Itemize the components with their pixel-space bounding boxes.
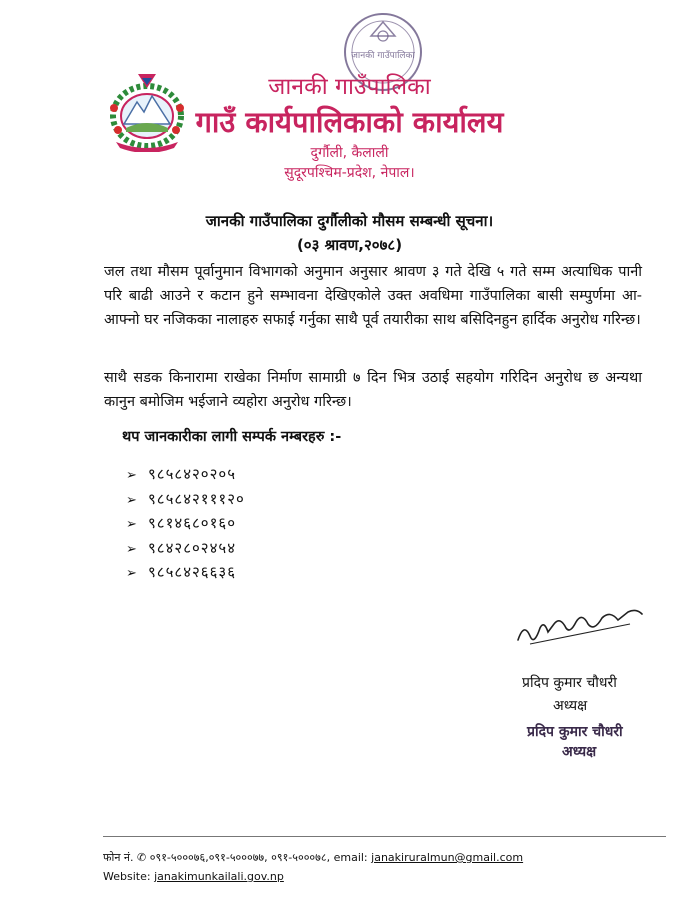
phone-number: ९८५८४२०२०५ [148, 465, 237, 483]
footer-divider [103, 836, 666, 837]
stamp-name: प्रदिप कुमार चौधरी [527, 724, 623, 740]
footer-email-link[interactable]: janakiruralmun@gmail.com [371, 851, 524, 864]
office-location: दुर्गौली, कैलाली [310, 145, 389, 161]
handwritten-signature [510, 602, 650, 652]
signatory-post: अध्यक्ष [553, 698, 588, 714]
footer-website-link[interactable]: janakimunkailali.gov.np [154, 870, 284, 883]
footer-contact-line [103, 850, 523, 866]
list-item [126, 537, 245, 562]
footer-email-label: email: [333, 851, 368, 864]
phone-number: ९८४२८०२४५४ [148, 538, 237, 557]
footer-website-label: Website: [103, 870, 151, 883]
arrow-bullet-icon: ➢ [126, 492, 138, 508]
notice-paragraph-2: साथै सडक किनारामा राखेका निर्माण सामाग्री ७ दिन भित्र उठाई सहयोग गरिदिन अनुरोध छ अन्यथा कानुन बमोजिम भईजाने व्यहोरा अनुरोध गरिन्छ। [104, 370, 642, 410]
office-name: जानकी गाउँपालिका [268, 74, 431, 100]
office-title: गाउँ कार्यपालिकाको कार्यालय [195, 105, 504, 139]
phone-number: ९८५८४२६६३६ [148, 563, 237, 581]
arrow-bullet-icon: ➢ [126, 468, 138, 483]
footer-phones: ०९१-५०००७६,०९१-५०००७७, ०९१-५०००७८, [149, 851, 331, 864]
list-item [126, 561, 245, 586]
list-item [126, 512, 245, 537]
phone-list [126, 463, 245, 586]
arrow-bullet-icon: ➢ [126, 541, 138, 557]
arrow-bullet-icon: ➢ [126, 566, 138, 581]
notice-date: (०३ श्रावण,२०७८) [296, 236, 403, 254]
signatory-name: प्रदिप कुमार चौधरी [522, 675, 617, 691]
list-item [126, 463, 245, 488]
office-province: सुदूरपश्चिम-प्रदेश, नेपाल। [284, 165, 415, 181]
notice-paragraph-1: जल तथा मौसम पूर्वानुमान विभागको अनुमान अनुसार श्रावण ३ गते देखि ५ गते सम्म अत्याधिक पानी परि बाढी आउने र कटान हुने सम्भावना देखिएकोले उक्त अवधिमा गाउँपालिका बासी सम्पुर्णमा आ- आफ्नो घर नजिकका नालाहरु सफाई गर्नुका साथै पूर्व तयारीका साथ बसिदिनहुन हार्दिक अनुरोध गरिन्छ। [104, 264, 642, 328]
phone-number: ९८५८४२१११२० [148, 489, 245, 508]
phone-number: ९८१४६८०१६० [148, 514, 237, 532]
list-item [126, 488, 245, 513]
seal-text: जानकी गाउँपालिका [351, 51, 415, 61]
notice-title: जानकी गाउँपालिका दुर्गौलीको मौसम सम्बन्धी सूचना। [205, 212, 494, 230]
footer-phone-label: फोन नं. ✆ [103, 851, 147, 864]
arrow-bullet-icon: ➢ [126, 517, 138, 532]
footer-website-line [103, 869, 284, 885]
stamp-post: अध्यक्ष [562, 744, 597, 760]
contacts-heading: थप जानकारीका लागी सम्पर्क नम्बरहरु :- [122, 429, 342, 445]
